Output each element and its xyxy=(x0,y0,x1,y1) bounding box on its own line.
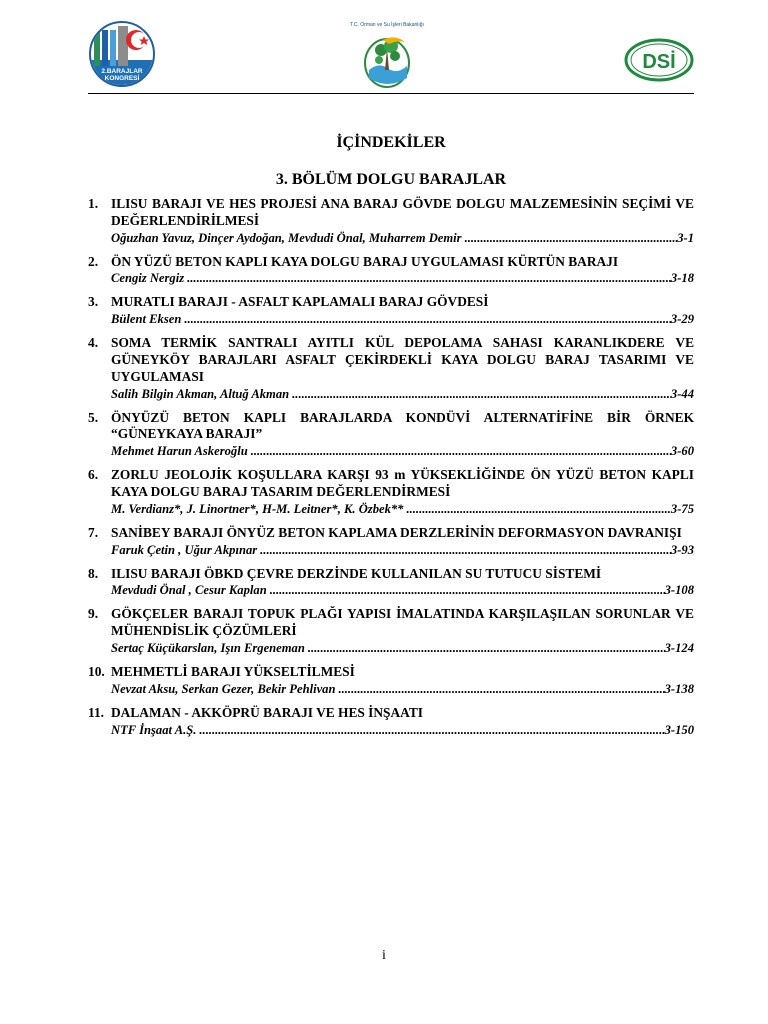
toc-entry-heading xyxy=(88,705,694,722)
dot-leader xyxy=(181,311,671,327)
toc-entry-heading xyxy=(88,664,694,681)
toc-entry-authors: Salih Bilgin Akman, Altuğ Akman xyxy=(111,386,290,401)
svg-text:2.BARAJLAR: 2.BARAJLAR xyxy=(101,68,143,75)
table-of-contents xyxy=(88,196,694,746)
toc-entry[interactable] xyxy=(88,525,694,558)
toc-entry[interactable] xyxy=(88,196,694,246)
toc-entry-title: MEHMETLİ BARAJI YÜKSELTİLMESİ xyxy=(111,663,355,679)
toc-entry-page: 3-138 xyxy=(664,681,694,696)
toc-entry-number: 7. xyxy=(88,524,99,540)
toc-entry[interactable] xyxy=(88,566,694,599)
toc-entry-title: ÖNYÜZÜ BETON KAPLI BARAJLARDA KONDÜVİ ALTERNATİFİNE BİR ÖRNEK “GÜNEYKAYA BARAJI” xyxy=(111,409,694,442)
toc-entry-authors: M. Verdianz*, J. Linortner*, H-M. Leitner*, K. Özbek** xyxy=(111,501,404,516)
toc-entry-byline xyxy=(111,501,694,517)
toc-entry-page: 3-150 xyxy=(664,722,694,737)
toc-entry-title: ILISU BARAJI VE HES PROJESİ ANA BARAJ GÖVDE DOLGU MALZEMESİNİN SEÇİMİ VE DEĞERLENDİRİLMESİ xyxy=(111,196,694,228)
toc-entry-authors: Faruk Çetin , Uğur Akpınar xyxy=(111,542,258,557)
toc-entry-heading xyxy=(88,294,694,311)
toc-entry-byline xyxy=(111,640,694,656)
toc-entry-page: 3-1 xyxy=(677,230,694,245)
toc-entry-byline xyxy=(111,681,694,697)
svg-text:KONGRESİ: KONGRESİ xyxy=(104,75,140,82)
toc-entry-title: ÖN YÜZÜ BETON KAPLI KAYA DOLGU BARAJ UYGULAMASI KÜRTÜN BARAJI xyxy=(111,253,619,269)
toc-entry-authors: Mehmet Harun Askeroğlu xyxy=(111,444,248,459)
dot-leader xyxy=(267,582,665,598)
toc-entry-page: 3-124 xyxy=(664,640,694,655)
toc-entry[interactable] xyxy=(88,294,694,327)
toc-entry-heading xyxy=(88,410,694,444)
toc-entry-title: ILISU BARAJI ÖBKD ÇEVRE DERZİNDE KULLANILAN SU TUTUCU SİSTEMİ xyxy=(111,565,602,581)
toc-entry-number: 9. xyxy=(88,606,99,622)
toc-entry-page: 3-29 xyxy=(670,312,694,327)
toc-entry[interactable] xyxy=(88,606,694,656)
toc-entry-heading xyxy=(88,196,694,230)
toc-entry-authors: Sertaç Küçükarslan, Işın Ergeneman xyxy=(111,640,305,655)
dot-leader xyxy=(305,640,665,656)
toc-entry-title: SOMA TERMİK SANTRALI AYITLI KÜL DEPOLAMA SAHASI KARANLIKDERE VE GÜNEYKÖY BARAJLARI ASFALT ÇEKİRDEKLİ KAYA DOLGU BARAJ TASARIMI VE UYGULAMASI xyxy=(111,335,694,384)
dot-leader xyxy=(403,501,670,517)
toc-entry-byline xyxy=(111,311,694,327)
dsi-logo xyxy=(624,38,694,82)
toc-entry-authors: Bülent Eksen xyxy=(111,312,182,327)
toc-entry[interactable] xyxy=(88,467,694,517)
toc-entry-authors: Cengiz Nergiz xyxy=(111,271,185,286)
toc-entry-page: 3-75 xyxy=(670,501,694,516)
toc-entry[interactable] xyxy=(88,664,694,697)
toc-entry-title: DALAMAN - AKKÖPRÜ BARAJI VE HES İNŞAATI xyxy=(111,704,423,720)
toc-entry-authors: Nevzat Aksu, Serkan Gezer, Bekir Pehlivan xyxy=(111,681,336,696)
toc-entry-page: 3-18 xyxy=(670,271,694,286)
section-title: 3. BÖLÜM DOLGU BARAJLAR xyxy=(275,171,507,188)
toc-entry-heading xyxy=(88,566,694,583)
toc-entry-heading xyxy=(88,335,694,385)
toc-entry[interactable] xyxy=(88,410,694,460)
toc-entry-number: 11. xyxy=(88,704,104,720)
toc-entry-byline xyxy=(111,582,694,598)
toc-entry-number: 10. xyxy=(88,663,105,679)
dot-leader xyxy=(257,542,671,558)
toc-entry-number: 8. xyxy=(88,565,99,581)
toc-entry-title: MURATLI BARAJI - ASFALT KAPLAMALI BARAJ GÖVDESİ xyxy=(111,294,489,310)
toc-entry-heading xyxy=(88,254,694,271)
toc-entry-authors: NTF İnşaat A.Ş. xyxy=(111,722,197,737)
dot-leader xyxy=(248,443,671,459)
toc-entry-byline xyxy=(111,270,694,286)
toc-entry-page: 3-44 xyxy=(670,386,694,401)
toc-entry-number: 4. xyxy=(88,335,99,351)
toc-entry[interactable] xyxy=(88,335,694,401)
toc-entry-page: 3-108 xyxy=(664,583,694,598)
page-header xyxy=(88,18,694,90)
toc-entry[interactable] xyxy=(88,254,694,287)
toc-entry-heading xyxy=(88,467,694,501)
dot-leader xyxy=(289,386,671,402)
dot-leader xyxy=(462,230,678,246)
toc-entry-byline xyxy=(111,443,694,459)
toc-entry-byline xyxy=(111,542,694,558)
toc-entry-title: ZORLU JEOLOJİK KOŞULLARA KARŞI 93 m YÜKSEKLİĞİNDE ÖN YÜZÜ BETON KAPLI KAYA DOLGU BARAJ TASARIM DEĞERLENDİRMESİ xyxy=(111,467,694,499)
toc-entry-number: 5. xyxy=(88,409,99,425)
toc-entry-number: 1. xyxy=(88,196,99,211)
toc-entry-byline xyxy=(111,230,694,246)
toc-entry[interactable] xyxy=(88,705,694,738)
page-title: İÇİNDEKİLER xyxy=(336,134,446,151)
ministry-logo xyxy=(345,18,429,90)
svg-text:DSİ: DSİ xyxy=(642,51,676,73)
ministry-logo-text: T.C. Orman ve Su İşleri Bakanlığı xyxy=(350,22,424,28)
dot-leader xyxy=(196,722,664,738)
toc-entry-number: 2. xyxy=(88,253,99,269)
toc-entry-page: 3-93 xyxy=(670,542,694,557)
dot-leader xyxy=(184,270,671,286)
toc-entry-title: SANİBEY BARAJI ÖNYÜZ BETON KAPLAMA DERZLERİNİN DEFORMASYON DAVRANIŞI xyxy=(111,524,682,540)
toc-entry-title: GÖKÇELER BARAJI TOPUK PLAĞI YAPISI İMALATINDA KARŞILAŞILAN SORUNLAR VE MÜHENDİSLİK ÇÖZÜMLERİ xyxy=(111,606,694,639)
toc-entry-heading xyxy=(88,525,694,542)
toc-entry-page: 3-60 xyxy=(670,444,694,459)
toc-entry-number: 3. xyxy=(88,294,99,310)
header-divider xyxy=(88,93,694,94)
toc-entry-heading xyxy=(88,606,694,640)
toc-entry-authors: Mevdudi Önal , Cesur Kaplan xyxy=(111,583,267,598)
toc-entry-byline xyxy=(111,386,694,402)
toc-entry-number: 6. xyxy=(88,467,99,483)
toc-entry-byline xyxy=(111,722,694,738)
dot-leader xyxy=(335,681,664,697)
toc-entry-authors: Oğuzhan Yavuz, Dinçer Aydoğan, Mevdudi Önal, Muharrem Demir xyxy=(111,230,462,245)
baraj-kongresi-logo xyxy=(88,20,156,88)
page-number: i xyxy=(382,948,386,963)
